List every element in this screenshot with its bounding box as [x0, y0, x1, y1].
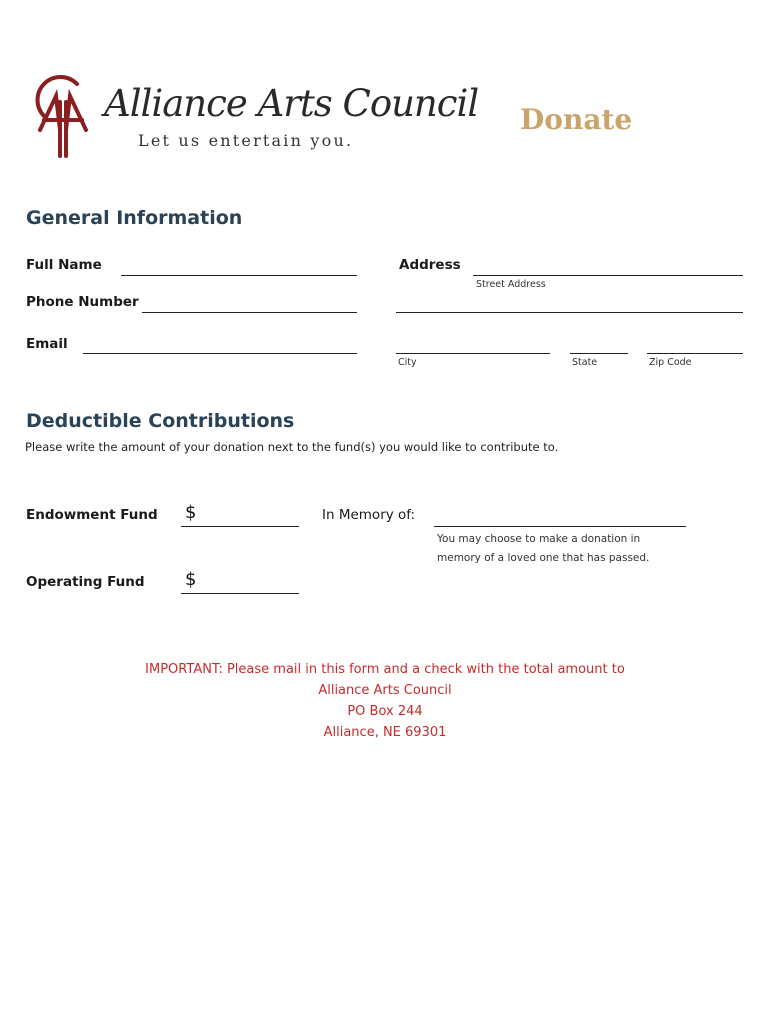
logo-title: Alliance Arts Council	[104, 82, 479, 125]
general-information-heading: General Information	[26, 207, 243, 229]
state-field[interactable]	[570, 353, 628, 354]
street-address-caption: Street Address	[476, 279, 546, 290]
city-field[interactable]	[396, 353, 550, 354]
address-line-2-field[interactable]	[396, 312, 743, 313]
phone-number-label: Phone Number	[26, 294, 139, 310]
in-memory-of-label: In Memory of:	[322, 507, 416, 523]
logo-tagline: Let us entertain you.	[138, 131, 354, 150]
alliance-arts-council-logo-icon	[30, 72, 96, 160]
operating-dollar-sign: $	[185, 569, 197, 590]
email-label: Email	[26, 336, 68, 352]
address-line-1-field[interactable]	[473, 275, 743, 276]
important-line-4: Alliance, NE 69301	[323, 725, 447, 740]
operating-fund-amount-field[interactable]	[181, 593, 299, 594]
operating-fund-label: Operating Fund	[26, 574, 145, 590]
page-title: Donate	[520, 103, 633, 136]
phone-number-field[interactable]	[142, 312, 357, 313]
full-name-field[interactable]	[121, 275, 357, 276]
in-memory-of-field[interactable]	[434, 526, 686, 527]
contributions-instructions: Please write the amount of your donation next to the fund(s) you would like to contribute to.	[25, 440, 559, 454]
important-mailing-notice	[0, 659, 770, 743]
address-label: Address	[399, 257, 461, 273]
state-caption: State	[572, 357, 598, 368]
important-line-3: PO Box 244	[347, 704, 423, 719]
important-line-1: IMPORTANT: Please mail in this form and a check with the total amount to	[145, 662, 625, 677]
important-line-2: Alliance Arts Council	[318, 683, 452, 698]
endowment-dollar-sign: $	[185, 502, 197, 523]
email-field[interactable]	[83, 353, 357, 354]
endowment-fund-label: Endowment Fund	[26, 507, 158, 523]
city-caption: City	[398, 357, 417, 368]
zip-code-field[interactable]	[647, 353, 743, 354]
full-name-label: Full Name	[26, 257, 102, 273]
zip-code-caption: Zip Code	[649, 357, 692, 368]
deductible-contributions-heading: Deductible Contributions	[26, 410, 295, 432]
endowment-fund-amount-field[interactable]	[181, 526, 299, 527]
in-memory-note: You may choose to make a donation in memory of a loved one that has passed.	[437, 533, 650, 564]
